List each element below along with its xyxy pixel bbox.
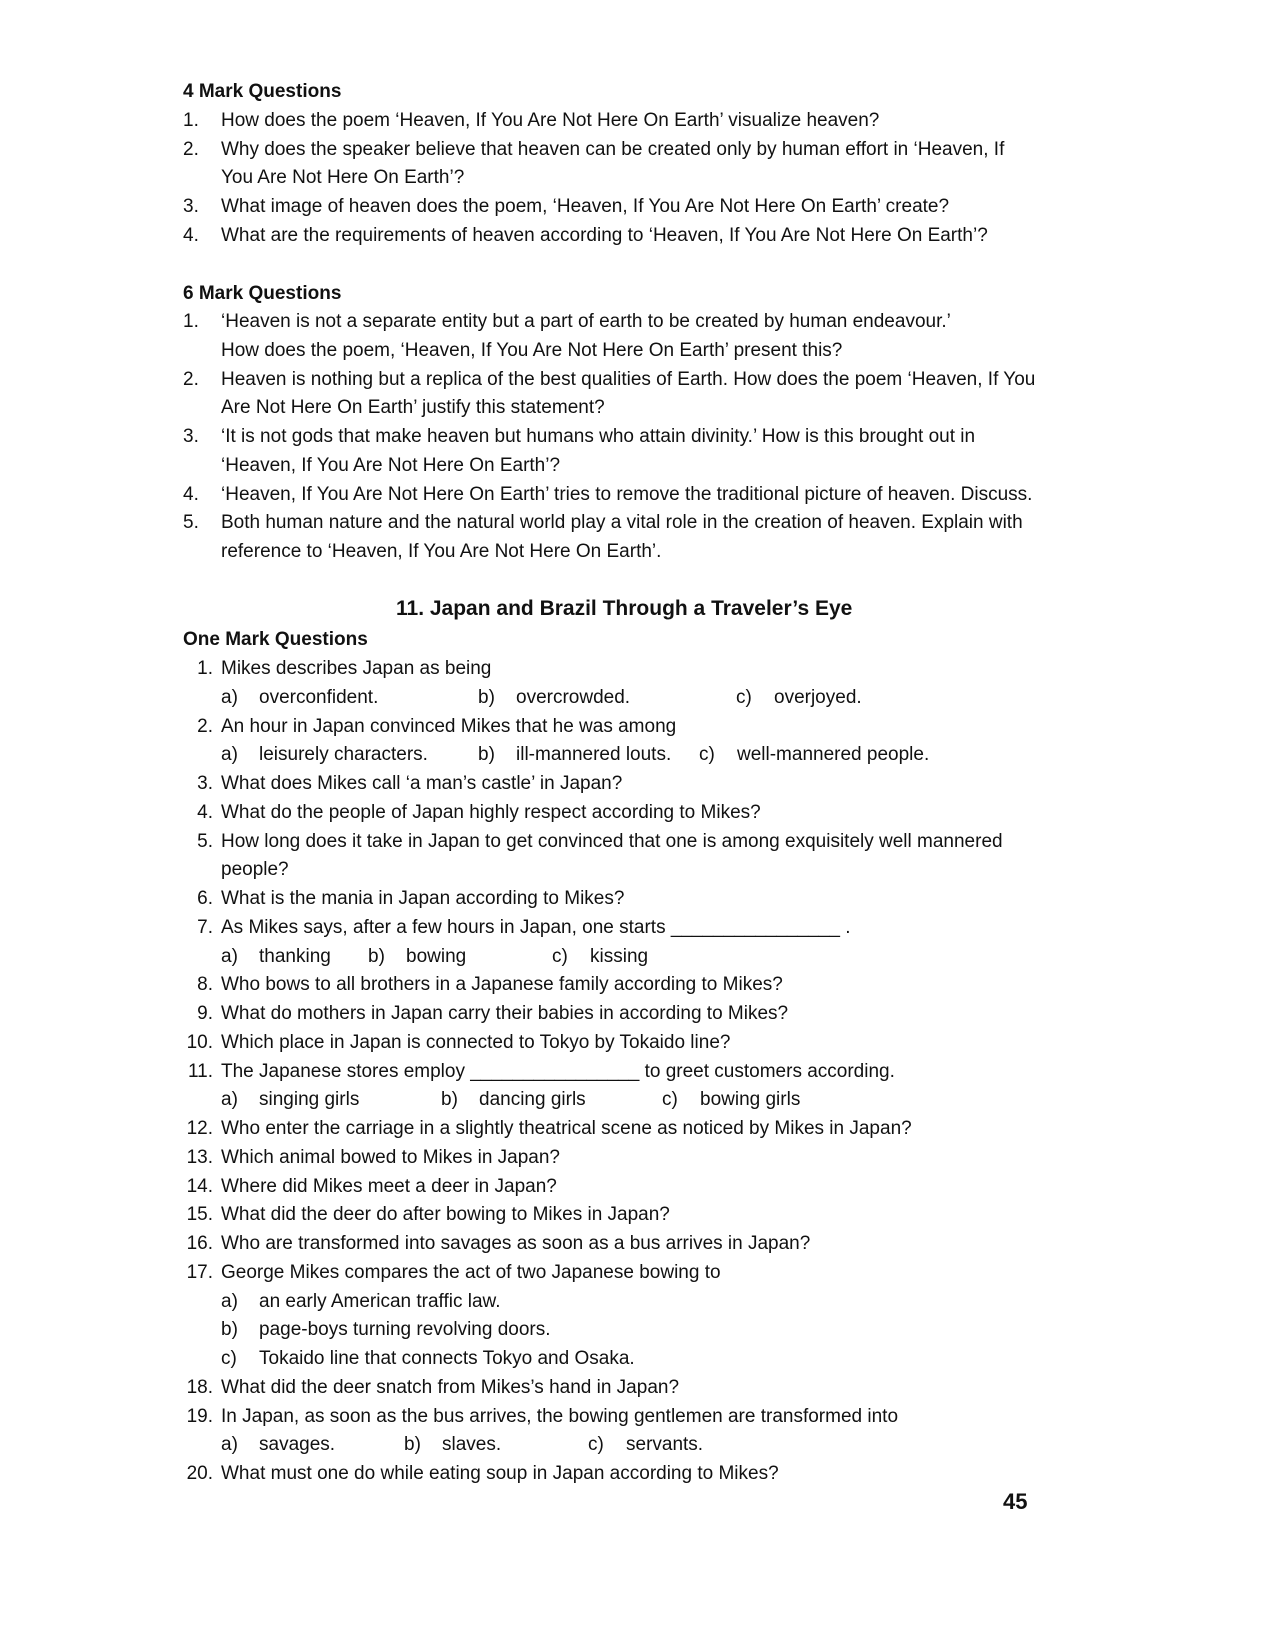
option-text: servants.	[626, 1434, 704, 1455]
question-item	[183, 973, 783, 997]
page-number: 45	[1003, 1489, 1028, 1514]
question-item	[183, 1232, 810, 1256]
question-number: 1.	[197, 658, 213, 679]
question-number: 8.	[197, 974, 213, 995]
question-item	[183, 715, 676, 739]
question-text: What is the mania in Japan according to Mikes?	[221, 888, 625, 909]
question-number: 20.	[186, 1463, 213, 1484]
option-label: a)	[221, 946, 238, 967]
option-b	[368, 945, 466, 969]
option-label: c)	[699, 744, 715, 765]
question-text: How long does it take in Japan to get convinced that one is among exquisitely well mannered	[221, 831, 1003, 852]
question-text: As Mikes says, after a few hours in Japan, one starts ________________ .	[221, 917, 851, 938]
option-c	[221, 1347, 635, 1371]
option-c	[736, 686, 862, 710]
question-number: 2.	[197, 716, 213, 737]
question-item	[183, 109, 879, 133]
question-text-continued: Are Not Here On Earth’ justify this statement?	[221, 397, 605, 418]
question-item	[183, 916, 851, 940]
question-item	[183, 1175, 557, 1199]
option-a	[221, 1290, 500, 1314]
question-number: 3.	[197, 773, 213, 794]
question-text: What did the deer snatch from Mikes’s hand in Japan?	[221, 1377, 680, 1398]
question-text: Who are transformed into savages as soon as a bus arrives in Japan?	[221, 1233, 811, 1254]
option-text: overjoyed.	[774, 687, 862, 708]
question-text-continued: people?	[221, 859, 289, 880]
option-c	[662, 1088, 800, 1112]
question-number: 12.	[186, 1118, 213, 1139]
six-mark-heading: 6 Mark Questions	[183, 283, 342, 304]
question-text: George Mikes compares the act of two Japanese bowing to	[221, 1262, 721, 1283]
question-number: 11.	[187, 1061, 213, 1082]
option-label: a)	[221, 1089, 238, 1110]
option-b	[221, 1318, 551, 1342]
question-text: ‘Heaven, If You Are Not Here On Earth’ tries to remove the traditional picture of heaven. Discuss.	[221, 484, 1033, 505]
option-c	[552, 945, 648, 969]
question-text: Why does the speaker believe that heaven can be created only by human effort in ‘Heaven, If	[221, 139, 1005, 160]
question-number: 10.	[186, 1032, 213, 1053]
option-text: overconfident.	[259, 687, 379, 708]
question-text: An hour in Japan convinced Mikes that he was among	[221, 716, 677, 737]
question-number: 17.	[186, 1262, 213, 1283]
question-text: The Japanese stores employ ________________ to greet customers according.	[221, 1061, 895, 1082]
question-number: 3.	[183, 426, 199, 447]
option-a	[221, 743, 428, 767]
question-number: 18.	[186, 1377, 213, 1398]
question-text: Which place in Japan is connected to Tokyo by Tokaido line?	[221, 1032, 731, 1053]
question-number: 7.	[197, 917, 213, 938]
option-text: kissing	[590, 946, 649, 967]
option-text: bowing girls	[700, 1089, 801, 1110]
option-label: c)	[588, 1434, 604, 1455]
question-text: Where did Mikes meet a deer in Japan?	[221, 1176, 557, 1197]
question-item	[183, 1031, 730, 1055]
question-text: What do mothers in Japan carry their babies in according to Mikes?	[221, 1003, 789, 1024]
option-label: b)	[221, 1319, 238, 1340]
question-number: 4.	[197, 802, 213, 823]
question-number: 14.	[186, 1176, 213, 1197]
question-text: What does Mikes call ‘a man’s castle’ in Japan?	[221, 773, 623, 794]
question-text-continued: reference to ‘Heaven, If You Are Not Here On Earth’.	[221, 541, 662, 562]
option-text: bowing	[406, 946, 467, 967]
question-text: Who bows to all brothers in a Japanese family according to Mikes?	[221, 974, 783, 995]
option-a	[221, 1433, 335, 1457]
question-item	[183, 1117, 912, 1141]
option-c	[588, 1433, 703, 1457]
question-item	[183, 1146, 560, 1170]
question-item	[183, 1002, 788, 1026]
option-a	[221, 945, 331, 969]
question-item	[183, 1376, 679, 1400]
question-item	[183, 830, 1003, 854]
question-number: 6.	[197, 888, 213, 909]
question-item	[183, 368, 1035, 392]
option-b	[478, 686, 630, 710]
question-item	[183, 1405, 898, 1429]
option-label: b)	[478, 744, 495, 765]
question-text: What did the deer do after bowing to Mikes in Japan?	[221, 1204, 670, 1225]
option-label: c)	[662, 1089, 678, 1110]
question-text: In Japan, as soon as the bus arrives, the bowing gentlemen are transformed into	[221, 1406, 899, 1427]
option-label: b)	[368, 946, 385, 967]
question-number: 3.	[183, 196, 199, 217]
question-item	[183, 801, 761, 825]
option-b	[441, 1088, 586, 1112]
question-number: 16.	[186, 1233, 213, 1254]
question-item	[183, 483, 1032, 507]
question-item	[183, 138, 1004, 162]
question-item	[183, 224, 988, 248]
question-number: 13.	[186, 1147, 213, 1168]
option-text: well-mannered people.	[737, 744, 930, 765]
question-number: 5.	[197, 831, 213, 852]
option-text: ill-mannered louts.	[516, 744, 672, 765]
question-number: 4.	[183, 225, 199, 246]
question-text: What image of heaven does the poem, ‘Heaven, If You Are Not Here On Earth’ create?	[221, 196, 950, 217]
one-mark-heading: One Mark Questions	[183, 629, 368, 650]
option-text: overcrowded.	[516, 687, 631, 708]
question-text: Mikes describes Japan as being	[221, 658, 492, 679]
question-text: Who enter the carriage in a slightly theatrical scene as noticed by Mikes in Japan?	[221, 1118, 912, 1139]
question-text-continued: How does the poem, ‘Heaven, If You Are Not Here On Earth’ present this?	[221, 340, 843, 361]
option-label: c)	[736, 687, 752, 708]
question-item	[183, 1060, 895, 1084]
option-label: b)	[404, 1434, 421, 1455]
question-text: How does the poem ‘Heaven, If You Are Not Here On Earth’ visualize heaven?	[221, 110, 880, 131]
question-number: 5.	[183, 512, 199, 533]
four-mark-heading: 4 Mark Questions	[183, 81, 342, 102]
option-text: thanking	[259, 946, 331, 967]
question-number: 2.	[183, 369, 199, 390]
question-item	[183, 1203, 670, 1227]
question-item	[183, 195, 949, 219]
option-b	[478, 743, 671, 767]
chapter-title: 11. Japan and Brazil Through a Traveler’s Eye	[396, 597, 853, 620]
question-text: Which animal bowed to Mikes in Japan?	[221, 1147, 561, 1168]
question-item	[183, 887, 624, 911]
question-number: 1.	[183, 110, 199, 131]
option-b	[404, 1433, 501, 1457]
option-text: singing girls	[259, 1089, 360, 1110]
question-number: 9.	[197, 1003, 213, 1024]
question-item	[183, 657, 491, 681]
question-text: What must one do while eating soup in Japan according to Mikes?	[221, 1463, 779, 1484]
option-label: a)	[221, 687, 238, 708]
option-label: a)	[221, 1434, 238, 1455]
option-text: Tokaido line that connects Tokyo and Osaka.	[259, 1348, 635, 1369]
option-label: c)	[221, 1348, 237, 1369]
question-text-continued: ‘Heaven, If You Are Not Here On Earth’?	[221, 455, 561, 476]
question-item	[183, 1462, 779, 1486]
question-text: Both human nature and the natural world play a vital role in the creation of heaven. Explain with	[221, 512, 1023, 533]
question-number: 1.	[183, 311, 199, 332]
question-item	[183, 1261, 721, 1285]
question-number: 19.	[186, 1406, 213, 1427]
question-item	[183, 310, 951, 334]
option-a	[221, 686, 378, 710]
question-number: 4.	[183, 484, 199, 505]
question-text-continued: You Are Not Here On Earth’?	[221, 167, 465, 188]
question-text: Heaven is nothing but a replica of the best qualities of Earth. How does the poem ‘Heaven, If You	[221, 369, 1036, 390]
question-text: ‘It is not gods that make heaven but humans who attain divinity.’ How is this brought out in	[221, 426, 976, 447]
question-number: 2.	[183, 139, 199, 160]
option-c	[699, 743, 929, 767]
option-text: an early American traffic law.	[259, 1291, 501, 1312]
question-item	[183, 425, 975, 449]
question-item	[183, 772, 622, 796]
question-item	[183, 511, 1023, 535]
option-label: a)	[221, 1291, 238, 1312]
option-text: page-boys turning revolving doors.	[259, 1319, 551, 1340]
option-text: slaves.	[442, 1434, 502, 1455]
option-text: savages.	[259, 1434, 336, 1455]
option-label: b)	[441, 1089, 458, 1110]
option-label: b)	[478, 687, 495, 708]
option-text: dancing girls	[479, 1089, 586, 1110]
question-text: ‘Heaven is not a separate entity but a part of earth to be created by human endeavour.’	[221, 311, 951, 332]
option-label: a)	[221, 744, 238, 765]
option-label: c)	[552, 946, 568, 967]
question-text: What are the requirements of heaven according to ‘Heaven, If You Are Not Here On Earth’?	[221, 225, 988, 246]
option-text: leisurely characters.	[259, 744, 428, 765]
question-text: What do the people of Japan highly respect according to Mikes?	[221, 802, 761, 823]
option-a	[221, 1088, 359, 1112]
question-number: 15.	[186, 1204, 213, 1225]
